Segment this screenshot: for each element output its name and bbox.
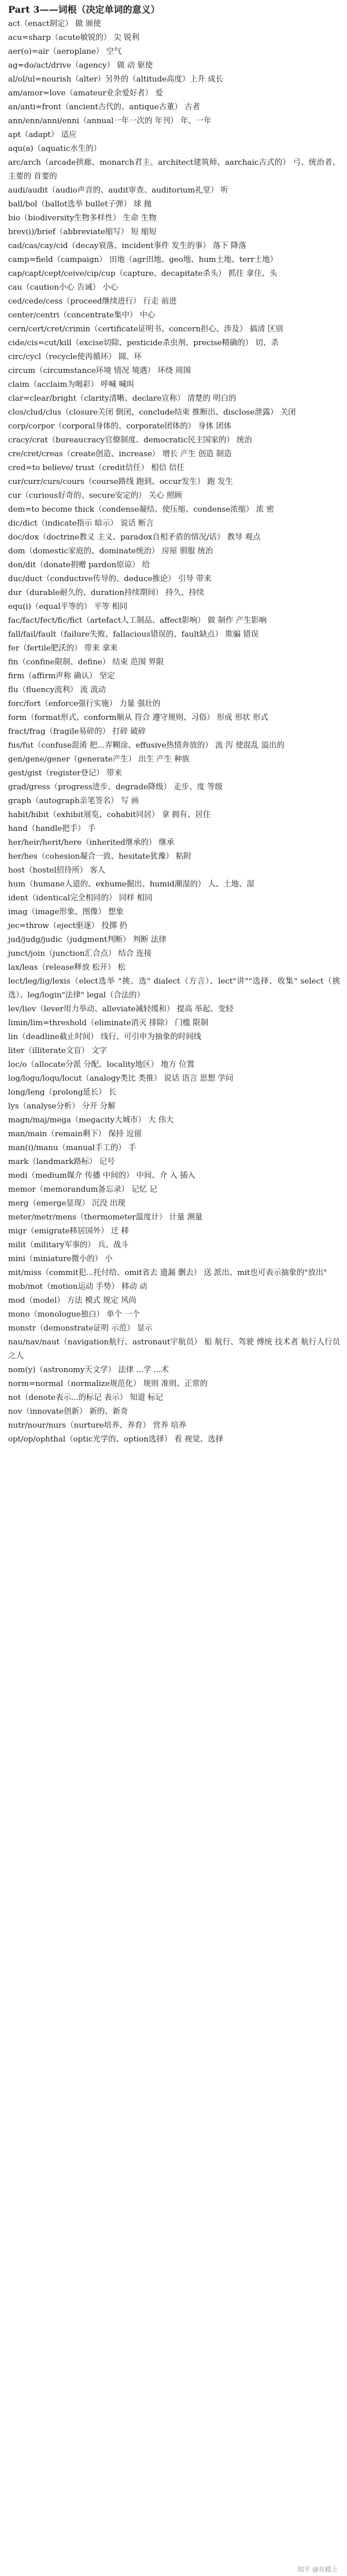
root-entry: norm=normal（normalize规范化） 规则 准则、正常的: [8, 1380, 208, 1388]
root-entry: lys（analyse分析） 分开 分解: [8, 1102, 116, 1111]
root-entry: nom(y)（astronomy天文学） 法律 ...学 ...术: [8, 1366, 169, 1374]
root-entry: acu=sharp（acute敏锐的） 尖 锐利: [8, 34, 139, 42]
root-entry: al/ol/ul=nourish（alter）另外的（altitude高度）上升 成长: [8, 75, 223, 84]
root-entry: mono（monologue独白） 单个 一个: [8, 1310, 140, 1319]
root-entry: ag=do/act/drive（agency） 做 动 驱使: [8, 61, 153, 70]
root-entry: hum（humane人道的、exhume掘出、humid潮湿的） 人、土地、湿: [8, 880, 254, 889]
root-entry: monstr（demonstrate证明 示范） 显示: [8, 1324, 153, 1333]
root-entry: mob/mot（motion运动 手势） 移动 动: [8, 1283, 147, 1291]
root-entry: graph（autograph亲笔签名） 写 画: [8, 797, 139, 805]
root-entry: log/logu/loqu/locut（analogy类比 类推） 说话 语言 思想 学问: [8, 1074, 234, 1083]
root-entry: nau/nav/naut（navigation航行、astronaut宇航员） 船 航行、驾驶 傅统 技术者 航行人行员之人: [8, 1338, 340, 1361]
root-entry: memor（memorandum备忘录） 记忆 记: [8, 1185, 157, 1194]
root-entry: opt/op/ophthal（optic光学的、option选择） 看 视觉、选择: [8, 1435, 223, 1444]
root-entry: cap/capt/cept/ceive/cip/cup（capture、decapitate杀头） 抓住 拿住、头: [8, 269, 278, 278]
root-entry: fract/frag（fragile易碎的） 打碎 破碎: [8, 727, 146, 736]
root-entry: nov（innovate创新） 新的、新奇: [8, 1407, 128, 1416]
root-entry: clos/clud/clus（closure关闭 倒闭、conclude结束 推断出、disclose泄露） 关闭: [8, 408, 296, 417]
root-entry: jud/judg/judic（judgment判断） 判断 法律: [8, 936, 167, 944]
root-entry: her/hes（cohesion凝合一致、hesitate犹豫） 粘附: [8, 852, 191, 861]
root-entry: fac/fact/fect/fic/fict（artefact人工制品、affect影响） 做 制作 产生影响: [8, 616, 267, 625]
root-entry: lin（deadline截止时间） 线行、可引申为抽象的时间线: [8, 1033, 202, 1041]
root-entry: limin/lim=threshold（eliminate消灭 排除） 门槛 限制: [8, 1019, 208, 1028]
root-entry: man/main（remain剩下） 保持 逗留: [8, 1130, 142, 1139]
root-entry: am/amor=love（amateur业余爱好者） 爱: [8, 89, 163, 98]
root-entry: doc/dox（doctrine教义 主义、paradox自相矛盾的情况/话） 教导 观点: [8, 533, 261, 542]
root-entry: gen/gene/gener（generate产生） 出生 产生 种族: [8, 755, 190, 764]
root-entry: bio（biodiversity生物多样性） 生命 生物: [8, 214, 157, 223]
root-entry: her/heir/herit/here（inherited继承的） 继承: [8, 838, 175, 847]
root-entry: aqu(a)（aquatic水生的）: [8, 145, 101, 153]
root-entry: apt（adapt） 适应: [8, 131, 77, 139]
root-entry: merg（emerge显现） 沉没 出现: [8, 1199, 125, 1208]
root-entry: forc/fort（enforce强行实施） 力量 强壮的: [8, 700, 161, 708]
root-entry: hand（handle把手） 手: [8, 825, 96, 833]
root-entry: firm（affirm声称 确认） 坚定: [8, 672, 115, 681]
root-entry: host（hostel招待所） 客人: [8, 866, 106, 875]
root-entry: fin（confine限制、define） 结束 范围 界限: [8, 658, 164, 667]
root-word-list: [8, 17, 340, 1447]
root-entry: duc/duct（conductive传导的、deduce推论） 引导 带来: [8, 575, 212, 583]
root-entry: ann/enn/anni/enni（annual一年一次的 年刊） 年、一年: [8, 117, 212, 125]
root-entry: dem=to become thick（condense凝结、使压缩、condense浓缩） 浓 密: [8, 505, 274, 514]
root-entry: cern/cert/cret/crimin（certificate证明书、concern担心、涉及） 搞清 区别: [8, 325, 283, 334]
root-entry: man(i)/manu（manual手工的） 手: [8, 1144, 136, 1152]
root-entry: circ/cycl（recycle使再循环） 圆、环: [8, 353, 142, 361]
root-entry: loc/o（allocate分派 分配、locality地区） 地方 位置: [8, 1060, 195, 1069]
root-entry: lax/leas（release释放 松开） 松: [8, 963, 125, 972]
root-entry: an/anti=front（ancient古代的、antique古董） 古者: [8, 103, 200, 112]
root-entry: brev(i)/brief（abbreviate缩写） 短 缩短: [8, 228, 157, 236]
root-entry: meter/metr/mens（thermometer温度计） 计量 测量: [8, 1213, 203, 1222]
root-entry: clar=clear/bright（clarity清晰、declare宣称） 清楚的 明白的: [8, 394, 237, 403]
root-entry: don/dit（donate捐赠 pardon原谅） 给: [8, 561, 150, 570]
root-entry: dom（domestic家庭的、dominate统治） 房屋 驯服 统治: [8, 547, 213, 556]
root-entry: cur（curious好奇的、secure安定的） 关心 照顾: [8, 491, 182, 500]
root-entry: mod（model） 方法 模式 规定 风尚: [8, 1296, 136, 1305]
root-entry: cre/cret/creas（create创造、increase） 增长 产生 创造 制造: [8, 450, 232, 459]
root-entry: corp/corpor（corporal身体的、corporate团体的） 身体 团体: [8, 422, 232, 431]
root-entry: ball/bol（ballot选举 bullet子弹） 球 抛: [8, 200, 152, 209]
root-entry: claim（acclaim为喝彩） 呼喊 喊叫: [8, 380, 135, 389]
root-entry: imag（image形象、图像） 想象: [8, 908, 124, 916]
root-entry: dur（durable耐久的、duration持续期间） 持久、持续: [8, 589, 205, 597]
root-entry: habit/hibit（exhibit展览、cohabit同居） 拿 拥有、居住: [8, 811, 211, 819]
root-entry: cur/curr/curs/cours（course路线 跑到、occur发生） 跑 发生: [8, 478, 233, 486]
root-entry: jec=throw（eject驱逐） 投掷 扔: [8, 922, 127, 930]
root-entry: flu（fluency流利） 流 流动: [8, 686, 106, 694]
root-entry: magn/maj/mega（megacity大城市） 大 伟大: [8, 1116, 174, 1125]
root-entry: form（format形式、conform顺从 符合 遵守规则、习俗） 形成 形状 形式: [8, 714, 268, 722]
root-entry: ident（identical完全相同的） 同样 相同: [8, 894, 153, 903]
root-entry: center/centri（concentrate集中） 中心: [8, 311, 156, 320]
watermark: 知乎 @在路上: [297, 2566, 338, 2573]
root-entry: arc/arch（arcade拱廊、monarch君主、architect建筑师、aarchaic古式的） 弓、统治者、主要的 首要的: [8, 158, 340, 181]
root-entry: mini（miniature微小的） 小: [8, 1255, 113, 1263]
root-entry: fer（fertile肥沃的） 带来 拿来: [8, 644, 118, 653]
root-entry: fall/fail/fault（failure失败、fallacious错误的、fault缺点） 欺骗 错误: [8, 630, 259, 639]
root-entry: not（denote表示...的标记 表示） 知道 标记: [8, 1394, 164, 1402]
root-entry: ced/cede/cess（proceed继续进行） 行走 前进: [8, 297, 177, 306]
root-entry: circum（circumstance环境 情况 境遇） 环绕 周围: [8, 367, 191, 375]
root-entry: camp=field（campaign） 田地（agr田地、geo地、hum土地、terr土地）: [8, 256, 278, 264]
root-entry: act（enact制定） 做 颁使: [8, 20, 101, 28]
root-entry: fus/fut（confuse混淆 把...弄糊涂、effusive热情奔放的） 流 泻 使混乱 溢出的: [8, 741, 285, 750]
root-entry: audi/audit（audio声音的、audit审查、auditorium礼堂） 听: [8, 186, 229, 195]
root-entry: cau（caution小心 告诫） 小心: [8, 283, 119, 292]
root-entry: mark（landmark路标） 记号: [8, 1158, 115, 1166]
root-entry: grad/gress（progress进步、degrade降级） 走步、度 等级: [8, 783, 223, 792]
root-entry: gest/gist（register登记） 带来: [8, 769, 122, 778]
root-entry: junct/join（junction汇合点） 结合 连接: [8, 949, 152, 958]
root-entry: dic/dict（indicate指示 暗示） 说话 断言: [8, 519, 154, 528]
root-entry: milit（military军事的） 兵、战斗: [8, 1241, 129, 1250]
root-entry: mit/miss（commit犯...托付给、omit省去 遗漏 删去） 送 派出、mit也可表示抽象的"放出": [8, 1269, 327, 1277]
root-entry: cred=to believe/ trust（credit信任） 相信 信任: [8, 464, 184, 472]
root-entry: medi（medium媒介 传播 中间的） 中间、介 入 插入: [8, 1171, 195, 1180]
root-entry: lev/liev（lever用力举动、alleviate减轻缓和） 提高 举起、变轻: [8, 1005, 234, 1014]
root-entry: lect/leg/lig/lexis（elect选举 "挑、选" dialect（方言）、lect"讲""选择、收集" select（挑选）、leg/login"法律" legal（合法的）: [8, 977, 340, 1000]
root-entry: migr（emigrate移居国外） 迁 移: [8, 1227, 129, 1236]
root-entry: cracy/crat（bureaucracy官僚制度、democratic民主国家的） 统治: [8, 436, 252, 445]
root-entry: long/leng（prolong延长） 长: [8, 1088, 117, 1097]
root-entry: aer(o)=air（aeroplane） 空气: [8, 47, 122, 56]
root-entry: cad/cas/cay/cid（decay衰落、incident事件 发生的事） 落下 降落: [8, 242, 246, 250]
root-entry: cide/cis=cut/kill（excise切除、pesticide杀虫剂、precise精确的） 切、杀: [8, 339, 279, 348]
root-entry: nutr/nour/nurs（nurture培养、养育） 营养 培养: [8, 1421, 187, 1430]
root-entry: liter（illiterate文盲） 文字: [8, 1047, 107, 1055]
root-entry: equ(i)（equal平等的） 平等 相同: [8, 603, 128, 611]
page-title: Part 3——词根（决定单词的意义）: [8, 4, 160, 15]
